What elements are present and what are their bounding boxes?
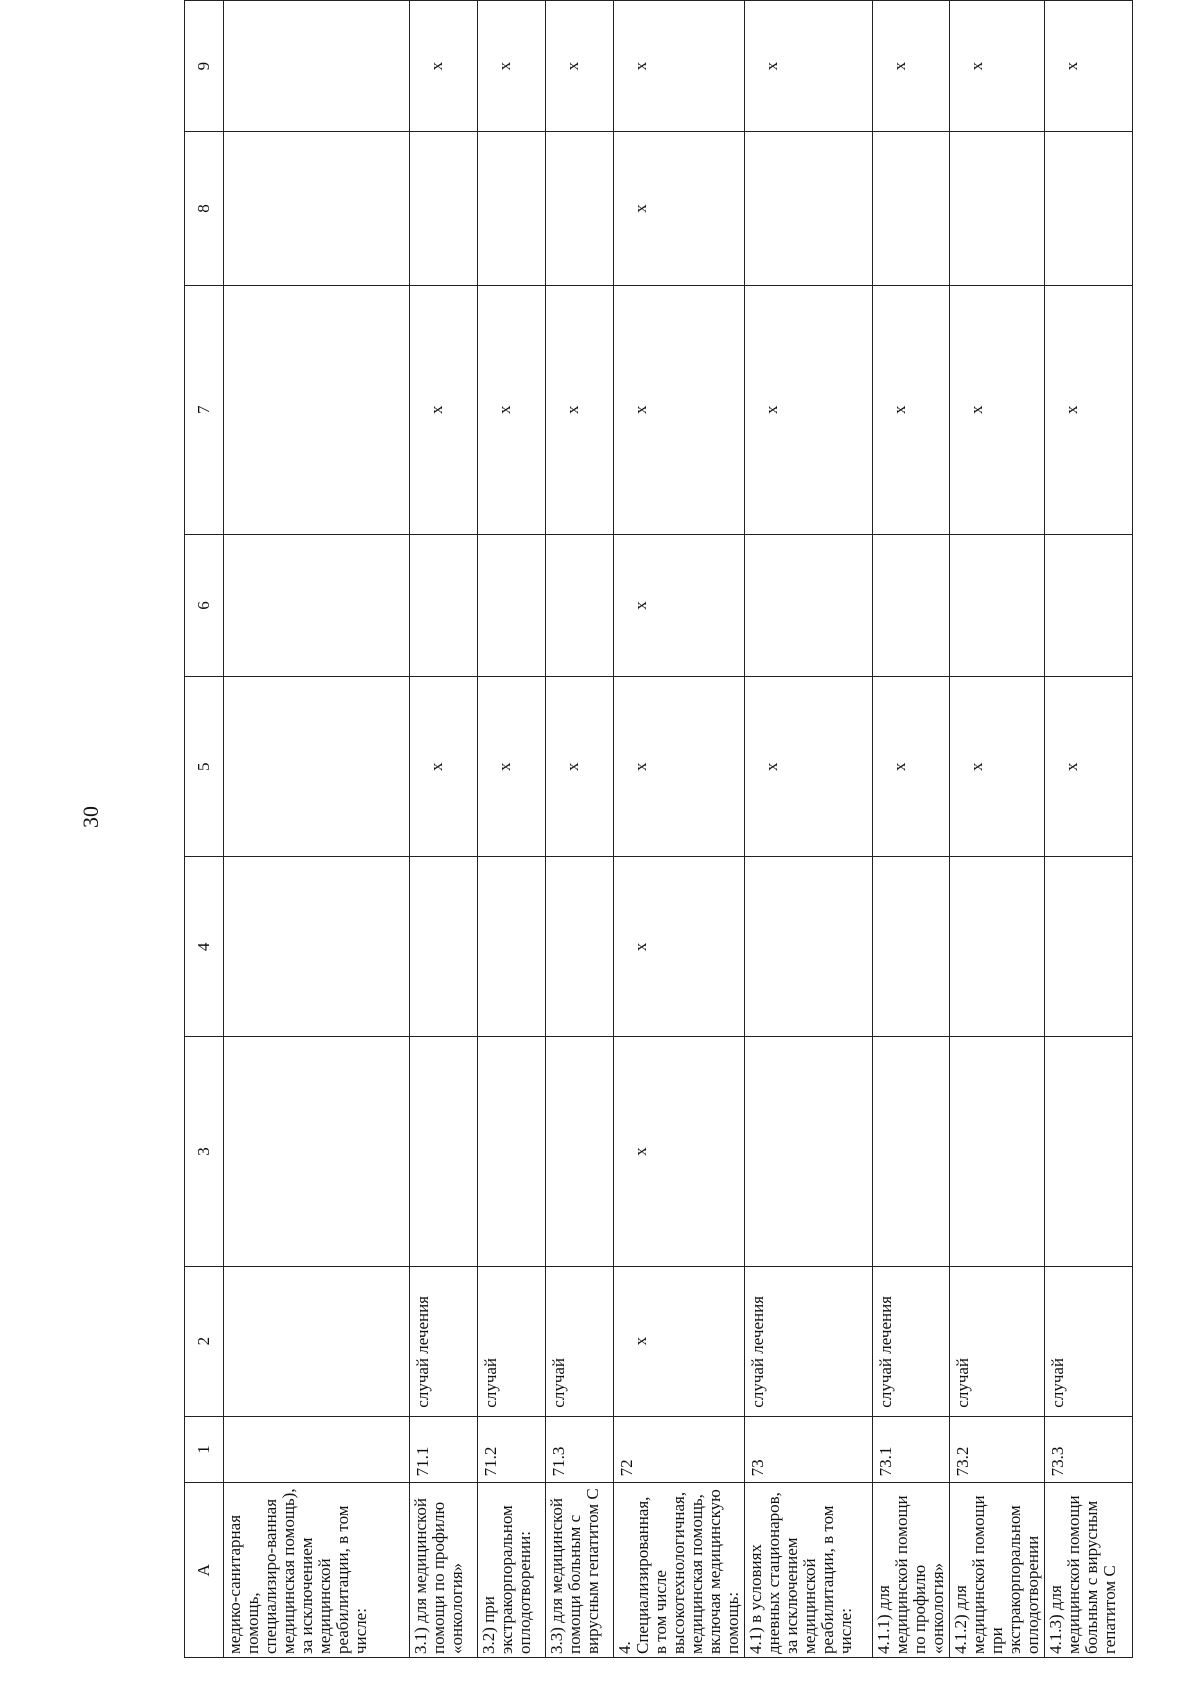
cell-col-9: х <box>1045 1 1133 132</box>
cell-col-5 <box>224 677 410 857</box>
cell-col-7: х <box>478 285 546 534</box>
cell-col-3 <box>478 1037 546 1266</box>
column-header: 9 <box>185 1 224 132</box>
row-unit <box>224 1266 410 1416</box>
row-code: 73 <box>745 1416 873 1483</box>
table-row <box>1045 1 1133 1658</box>
cell-col-8 <box>224 132 410 285</box>
cell-col-4 <box>950 857 1045 1037</box>
column-header: 8 <box>185 132 224 285</box>
cell-col-7: х <box>546 285 614 534</box>
cell-col-4: х <box>614 857 745 1037</box>
cell-col-6 <box>950 534 1045 676</box>
table-row <box>410 1 478 1658</box>
column-header: А <box>185 1483 224 1658</box>
row-unit: случай лечения <box>410 1266 478 1416</box>
row-code: 73.2 <box>950 1416 1045 1483</box>
row-unit: случай <box>478 1266 546 1416</box>
row-description: 4.1.3) для медицинской помощи больным с вирусным гепатитом С <box>1045 1483 1133 1658</box>
cell-col-8 <box>745 132 873 285</box>
cell-col-8 <box>873 132 950 285</box>
cell-col-6 <box>410 534 478 676</box>
row-code: 72 <box>614 1416 745 1483</box>
cell-col-9 <box>224 1 410 132</box>
row-description: 3.1) для медицинской помощи по профилю «онкология» <box>410 1483 478 1658</box>
cell-col-3 <box>410 1037 478 1266</box>
cell-col-7: х <box>950 285 1045 534</box>
cell-col-8 <box>478 132 546 285</box>
cell-col-9: х <box>410 1 478 132</box>
row-unit: случай <box>1045 1266 1133 1416</box>
page-number: 30 <box>78 806 103 828</box>
cell-col-7: х <box>745 285 873 534</box>
cell-col-3 <box>1045 1037 1133 1266</box>
column-header: 4 <box>185 857 224 1037</box>
cell-col-5: х <box>546 677 614 857</box>
column-header: 1 <box>185 1416 224 1483</box>
table-row <box>224 1 410 1658</box>
row-description: медико-санитарная помощь, специализиро-ванная медицинская помощь), за исключением медицинской реабилитации, в том числе: <box>224 1483 410 1658</box>
cell-col-6 <box>224 534 410 676</box>
header-row <box>185 1 224 1658</box>
cell-col-5: х <box>614 677 745 857</box>
cell-col-9: х <box>546 1 614 132</box>
cell-col-9: х <box>478 1 546 132</box>
cell-col-8 <box>546 132 614 285</box>
cell-col-3 <box>950 1037 1045 1266</box>
cell-col-4 <box>1045 857 1133 1037</box>
table-body <box>224 1 1133 1658</box>
column-header: 3 <box>185 1037 224 1266</box>
cell-col-7: х <box>410 285 478 534</box>
cell-col-6: х <box>614 534 745 676</box>
row-unit: случай лечения <box>873 1266 950 1416</box>
cell-col-6 <box>873 534 950 676</box>
cell-col-5: х <box>478 677 546 857</box>
row-code: 71.2 <box>478 1416 546 1483</box>
cell-col-6 <box>546 534 614 676</box>
cell-col-5: х <box>1045 677 1133 857</box>
cell-col-8 <box>410 132 478 285</box>
column-header: 5 <box>185 677 224 857</box>
cell-col-3 <box>224 1037 410 1266</box>
cell-col-7: х <box>614 285 745 534</box>
cell-col-8 <box>1045 132 1133 285</box>
row-code: 71.1 <box>410 1416 478 1483</box>
row-description: 4. Специализированная, в том числе высокотехнологичная, медицинская помощь, включая медицинскую помощь: <box>614 1483 745 1658</box>
cell-col-9: х <box>745 1 873 132</box>
cell-col-5: х <box>950 677 1045 857</box>
cell-col-3 <box>745 1037 873 1266</box>
cell-col-3 <box>873 1037 950 1266</box>
cell-col-9: х <box>873 1 950 132</box>
row-unit: случай <box>546 1266 614 1416</box>
row-unit: случай <box>950 1266 1045 1416</box>
cell-col-4 <box>410 857 478 1037</box>
cell-col-8: х <box>614 132 745 285</box>
cell-col-6 <box>745 534 873 676</box>
table-row <box>546 1 614 1658</box>
row-code: 71.3 <box>546 1416 614 1483</box>
table-row <box>950 1 1045 1658</box>
table-row <box>873 1 950 1658</box>
row-description: 4.1.1) для медицинской помощи по профилю «онкология» <box>873 1483 950 1658</box>
cell-col-9: х <box>614 1 745 132</box>
row-unit: х <box>614 1266 745 1416</box>
cell-col-5: х <box>410 677 478 857</box>
cell-col-3 <box>546 1037 614 1266</box>
row-code <box>224 1416 410 1483</box>
cell-col-6 <box>478 534 546 676</box>
cell-col-9: х <box>950 1 1045 132</box>
cell-col-4 <box>745 857 873 1037</box>
cell-col-4 <box>478 857 546 1037</box>
column-header: 6 <box>185 534 224 676</box>
row-code: 73.3 <box>1045 1416 1133 1483</box>
cell-col-8 <box>950 132 1045 285</box>
table-row <box>478 1 546 1658</box>
cell-col-3: х <box>614 1037 745 1266</box>
row-description: 4.1) в условиях дневных стационаров, за исключением медицинской реабилитации, в том числе: <box>745 1483 873 1658</box>
cell-col-4 <box>224 857 410 1037</box>
cell-col-7 <box>224 285 410 534</box>
table-row <box>745 1 873 1658</box>
cell-col-7: х <box>873 285 950 534</box>
cell-col-5: х <box>745 677 873 857</box>
cell-col-5: х <box>873 677 950 857</box>
cell-col-4 <box>546 857 614 1037</box>
row-code: 73.1 <box>873 1416 950 1483</box>
row-description: 3.3) для медицинской помощи больным с вирусным гепатитом С <box>546 1483 614 1658</box>
column-header: 2 <box>185 1266 224 1416</box>
cell-col-4 <box>873 857 950 1037</box>
data-table <box>184 0 1133 1658</box>
table-row <box>614 1 745 1658</box>
cell-col-7: х <box>1045 285 1133 534</box>
cell-col-6 <box>1045 534 1133 676</box>
row-description: 4.1.2) для медицинской помощи при экстракорпоральном оплодотворении <box>950 1483 1045 1658</box>
row-description: 3.2) при экстракорпоральном оплодотворении: <box>478 1483 546 1658</box>
row-unit: случай лечения <box>745 1266 873 1416</box>
rotated-table-container <box>184 0 1119 1658</box>
column-header: 7 <box>185 285 224 534</box>
